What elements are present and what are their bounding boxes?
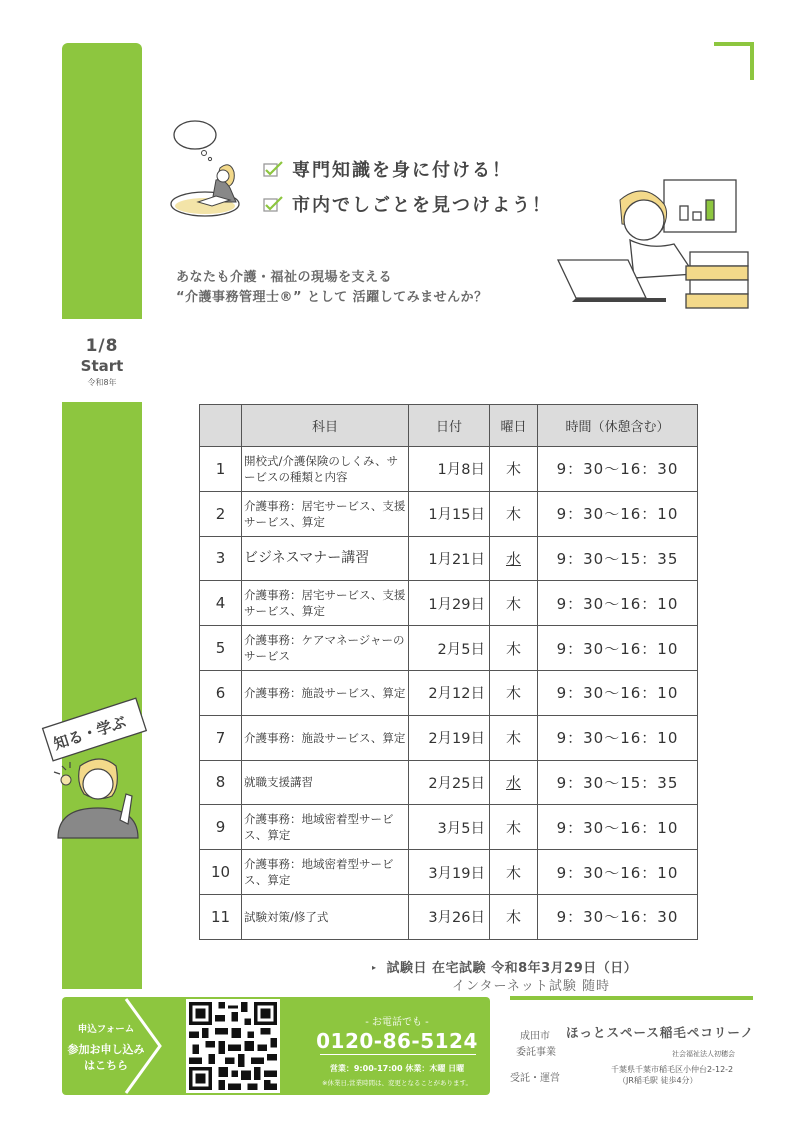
row-no: 10	[200, 850, 242, 895]
table-row	[200, 581, 698, 626]
row-no: 6	[200, 670, 242, 715]
row-time: 9：30～16：10	[538, 850, 698, 895]
row-time: 9：30～16：10	[538, 491, 698, 536]
row-no: 2	[200, 491, 242, 536]
row-no: 8	[200, 760, 242, 805]
row-time: 9：30～16：30	[538, 894, 698, 939]
row-subject: 介護事務：居宅サービス、支援サービス、算定	[242, 581, 409, 626]
row-date: 3月5日	[409, 805, 490, 850]
row-day: 木	[490, 715, 538, 760]
apply-form-label: 申込フォーム	[77, 1024, 135, 1035]
exam-info	[372, 957, 637, 976]
apply-label-line-2: はこちら	[84, 1059, 128, 1072]
row-subject: 介護事務：地域密着型サービス、算定	[242, 805, 409, 850]
table-row	[200, 760, 698, 805]
row-subject: 介護事務：施設サービス、算定	[242, 715, 409, 760]
row-date: 2月5日	[409, 626, 490, 671]
row-time: 9：30～16：10	[538, 670, 698, 715]
phone-number[interactable]: 0120-86-5124	[316, 1029, 478, 1053]
row-day: 木	[490, 670, 538, 715]
header-date: 日付	[409, 405, 490, 447]
row-day-text: 水	[505, 549, 521, 568]
corner-mark-vertical	[750, 42, 754, 80]
intro-line-1: あなたも介護・福祉の現場を支える	[176, 270, 393, 285]
row-day: 木	[490, 491, 538, 536]
triangle-bullet-icon: ▸	[372, 963, 377, 972]
qr-code-icon[interactable]	[186, 999, 280, 1093]
key-point-2	[262, 191, 552, 217]
phone-lead: - お電話でも -	[365, 1017, 429, 1028]
row-no: 3	[200, 536, 242, 581]
table-row	[200, 805, 698, 850]
check-icon	[262, 160, 284, 178]
footer-contact-panel	[62, 997, 490, 1095]
table-row	[200, 626, 698, 671]
intro-line-2: “介護事務管理士®” として 活躍してみませんか？	[176, 290, 488, 305]
table-row	[200, 447, 698, 492]
corner-mark	[714, 42, 754, 46]
row-day: 木	[490, 850, 538, 895]
start-label: Start	[80, 357, 124, 375]
row-date: 2月25日	[409, 760, 490, 805]
business-hours-note: ※休業日,営業時間は、変更となることがあります。	[322, 1079, 472, 1087]
row-no: 7	[200, 715, 242, 760]
row-time: 9：30～16：30	[538, 447, 698, 492]
row-time: 9：30～16：10	[538, 805, 698, 850]
row-no: 5	[200, 626, 242, 671]
table-row	[200, 670, 698, 715]
learn-badge-text: 知る・学ぶ	[51, 712, 129, 754]
row-subject: 介護事務：地域密着型サービス、算定	[242, 850, 409, 895]
header-no	[200, 405, 242, 447]
table-row	[200, 715, 698, 760]
row-subject: 介護事務：居宅サービス、支援サービス、算定	[242, 491, 409, 536]
start-era: 令和8年	[87, 378, 117, 387]
exam-line-1: 試験日 在宅試験 令和8年3月29日（日）	[386, 961, 638, 976]
row-subject: ビジネスマナー講習	[242, 536, 409, 581]
row-subject: 介護事務：施設サービス、算定	[242, 670, 409, 715]
schedule-table	[199, 404, 698, 940]
header-day: 曜日	[490, 405, 538, 447]
row-date: 1月29日	[409, 581, 490, 626]
row-day-text: 水	[505, 773, 521, 792]
row-time: 9：30～15：35	[538, 536, 698, 581]
table-row	[200, 536, 698, 581]
row-day: 木	[490, 894, 538, 939]
row-no: 9	[200, 805, 242, 850]
phone-divider	[320, 1054, 476, 1055]
business-hours: 営業：9:00-17:00 休業：木曜 日曜	[329, 1064, 465, 1073]
intro-text	[176, 268, 488, 308]
phone-block	[312, 997, 490, 1095]
row-time: 9：30～16：10	[538, 581, 698, 626]
row-subject: 介護事務：ケアマネージャーのサービス	[242, 626, 409, 671]
row-date: 1月8日	[409, 447, 490, 492]
table-row	[200, 894, 698, 939]
start-date-block	[62, 336, 142, 388]
apply-label-line-1: 参加お申し込み	[67, 1043, 145, 1056]
org-divider	[510, 996, 753, 1000]
row-subject: 就職支援講習	[242, 760, 409, 805]
row-subject: 試験対策/修了式	[242, 894, 409, 939]
key-point-1-text: 専門知識を身に付ける！	[292, 160, 512, 181]
row-no: 1	[200, 447, 242, 492]
row-day: 木	[490, 447, 538, 492]
green-bar-top	[62, 43, 142, 319]
row-no: 11	[200, 894, 242, 939]
org-operator-label: 受託・運営	[510, 1073, 560, 1084]
org-address: 千葉県千葉市稲毛区小仲台2-12-2	[611, 1065, 734, 1074]
table-row	[200, 491, 698, 536]
row-no: 4	[200, 581, 242, 626]
org-name: ほっとスペース稲毛ペコリーノ	[566, 1025, 755, 1040]
row-date: 1月21日	[409, 536, 490, 581]
learn-badge-illustration	[40, 692, 170, 842]
row-date: 1月15日	[409, 491, 490, 536]
key-point-2-text: 市内でしごとを見つけよう！	[292, 195, 552, 216]
org-corporation: 社会福祉法人初穂会	[672, 1050, 735, 1058]
office-worker-illustration	[552, 178, 754, 314]
table-row	[200, 850, 698, 895]
row-date: 2月12日	[409, 670, 490, 715]
studying-person-illustration	[168, 118, 250, 222]
row-day: 木	[490, 626, 538, 671]
row-time: 9：30～16：10	[538, 626, 698, 671]
row-date: 3月19日	[409, 850, 490, 895]
row-time: 9：30～16：10	[538, 715, 698, 760]
exam-line-2: インターネット試験 随時	[452, 979, 610, 994]
row-date: 3月26日	[409, 894, 490, 939]
org-commission-label: 委託事業	[516, 1047, 556, 1058]
row-day: 木	[490, 581, 538, 626]
key-point-1	[262, 156, 512, 182]
header-subject: 科目	[242, 405, 409, 447]
org-access: （JR稲毛駅 徒歩4分）	[618, 1076, 698, 1085]
row-day	[490, 760, 538, 805]
row-time: 9：30～15：35	[538, 760, 698, 805]
check-icon	[262, 195, 284, 213]
row-day	[490, 536, 538, 581]
row-subject: 開校式/介護保険のしくみ、サービスの種類と内容	[242, 447, 409, 492]
row-date: 2月19日	[409, 715, 490, 760]
org-city: 成田市	[520, 1031, 550, 1042]
table-header-row	[200, 405, 698, 447]
chevron-right-icon	[122, 997, 166, 1095]
header-time: 時間（休憩含む）	[538, 405, 698, 447]
start-date: 1/8	[85, 336, 119, 356]
row-day: 木	[490, 805, 538, 850]
